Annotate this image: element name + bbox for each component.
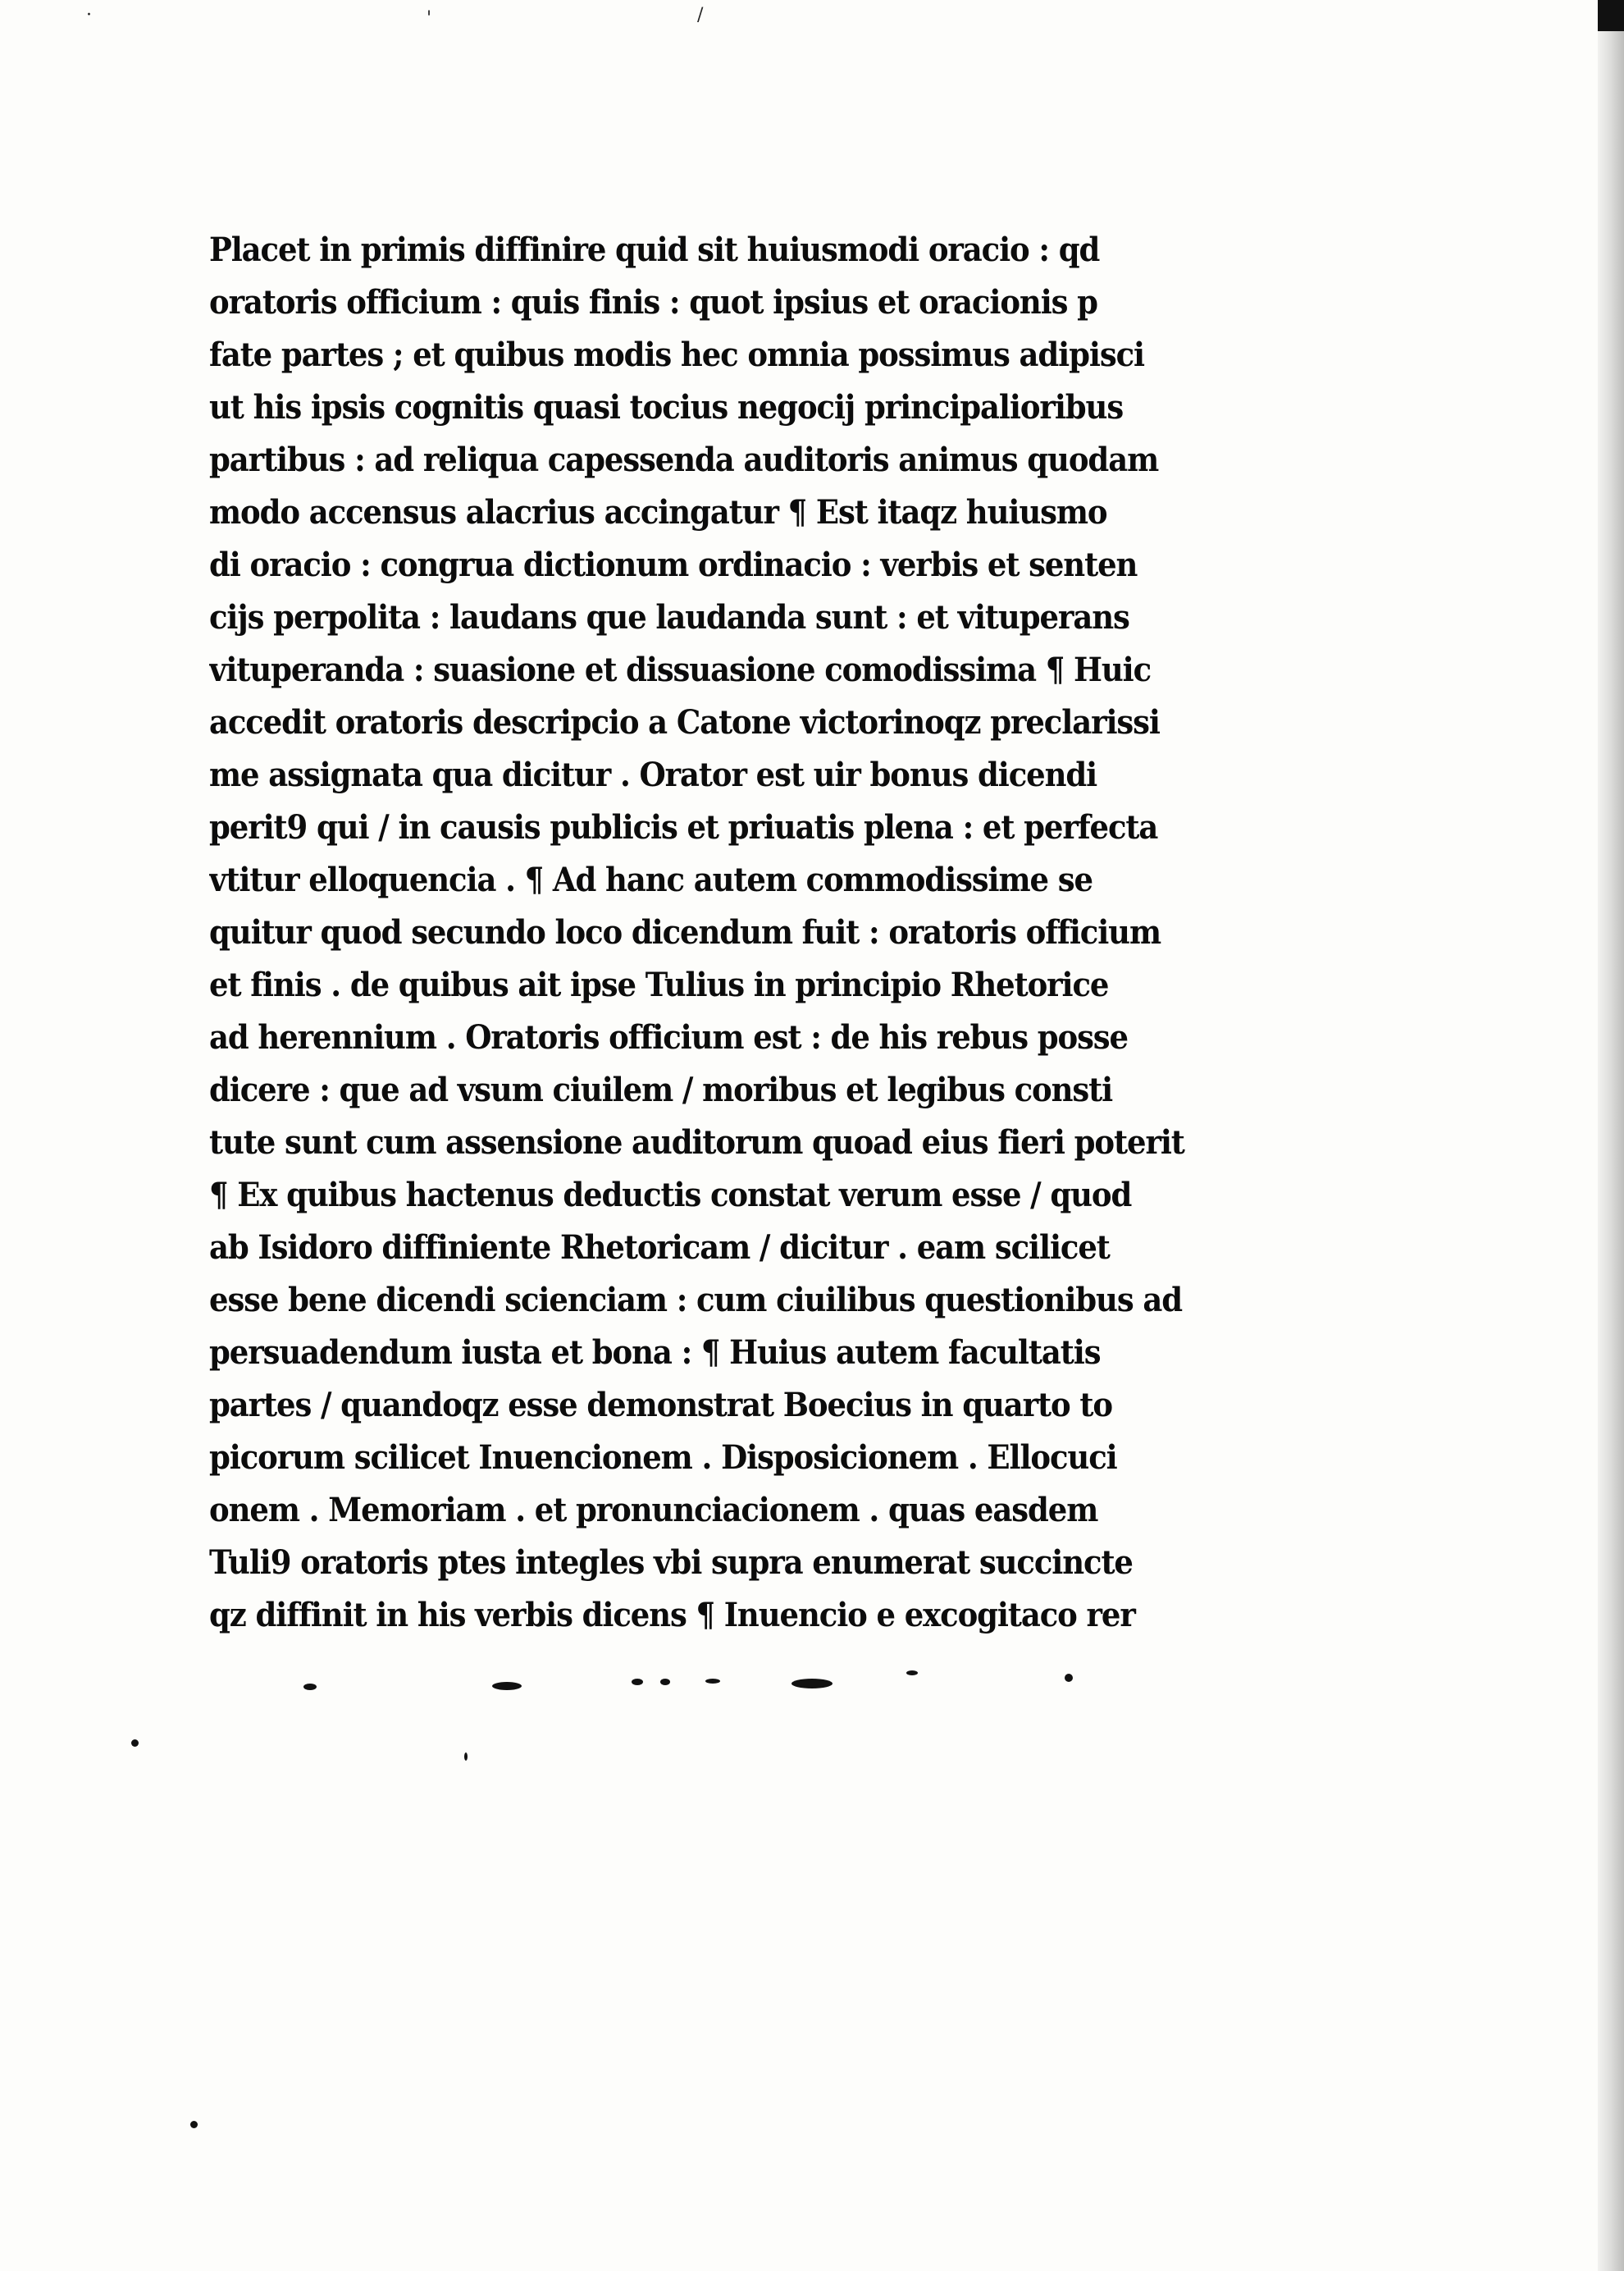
text-line: modo accensus alacrius accingatur ¶ Est itaqz huiusmo — [209, 492, 1107, 532]
margin-speck: ' — [427, 8, 432, 29]
text-line: picorum scilicet Inuencionem . Disposicionem . Ellocuci — [209, 1437, 1117, 1477]
text-line: persuadendum iusta et bona : ¶ Huius autem facultatis — [209, 1332, 1101, 1372]
margin-speck: / — [697, 5, 704, 25]
ink-speck — [492, 1682, 522, 1690]
text-line: fate partes ; et quibus modis hec omnia possimus adipisci — [209, 335, 1144, 374]
text-line: oratoris officium : quis finis : quot ipsius et oracionis p — [209, 282, 1097, 322]
text-line: partes / quandoqz esse demonstrat Boecius in quarto to — [209, 1385, 1112, 1424]
ink-speck — [190, 2121, 198, 2128]
text-line: me assignata qua dicitur . Orator est uir bonus dicendi — [209, 755, 1097, 794]
ink-speck — [303, 1684, 317, 1690]
ink-speck — [791, 1679, 833, 1688]
top-margin-marks — [74, 5, 1550, 30]
ink-speck — [906, 1670, 918, 1675]
ink-speck — [1065, 1674, 1073, 1682]
text-line: Tuli9 oratoris ptes integles vbi supra enumerat succincte — [209, 1542, 1133, 1582]
text-line: ut his ipsis cognitis quasi tocius negocij principalioribus — [209, 387, 1124, 427]
text-line: esse bene dicendi scienciam : cum ciuilibus questionibus ad — [209, 1280, 1183, 1319]
text-line: vituperanda : suasione et dissuasione comodissima ¶ Huic — [209, 650, 1152, 689]
text-line: ad herennium . Oratoris officium est : de his rebus posse — [209, 1017, 1128, 1057]
text-line: perit9 qui / in causis publicis et priuatis plena : et perfecta — [209, 807, 1158, 847]
text-line: dicere : que ad vsum ciuilem / moribus et legibus consti — [209, 1070, 1113, 1109]
text-line: vtitur elloquencia . ¶ Ad hanc autem commodissime se — [209, 860, 1093, 899]
text-line: qz diffinit in his verbis dicens ¶ Inuencio e excogitaco rer — [209, 1595, 1135, 1634]
text-line: partibus : ad reliqua capessenda auditoris animus quodam — [209, 440, 1159, 479]
text-line: accedit oratoris descripcio a Catone victorinoqz preclarissi — [209, 702, 1160, 742]
ink-speck — [660, 1679, 670, 1685]
ink-speck — [464, 1752, 468, 1761]
text-line: et finis . de quibus ait ipse Tulius in principio Rhetorice — [209, 965, 1109, 1004]
text-line: tute sunt cum assensione auditorum quoad eius fieri poterit — [209, 1122, 1184, 1162]
printed-text-block — [209, 223, 1218, 1641]
text-line: ¶ Ex quibus hactenus deductis constat verum esse / quod — [209, 1175, 1132, 1214]
margin-speck: · — [86, 5, 92, 25]
page-corner-mark — [1598, 0, 1624, 31]
ink-speck — [632, 1679, 643, 1685]
text-line: ab Isidoro diffiniente Rhetoricam / dicitur . eam scilicet — [209, 1227, 1110, 1267]
text-line: cijs perpolita : laudans que laudanda sunt : et vituperans — [209, 597, 1129, 637]
page-edge-shadow — [1598, 0, 1624, 2271]
text-line: quitur quod secundo loco dicendum fuit : oratoris officium — [209, 912, 1161, 952]
text-line: Placet in primis diffinire quid sit huiusmodi oracio : qd — [209, 230, 1100, 269]
text-line: onem . Memoriam . et pronunciacionem . quas easdem — [209, 1490, 1098, 1529]
ink-speck — [131, 1739, 139, 1747]
text-line: di oracio : congrua dictionum ordinacio : verbis et senten — [209, 545, 1138, 584]
ink-speck — [705, 1679, 720, 1684]
